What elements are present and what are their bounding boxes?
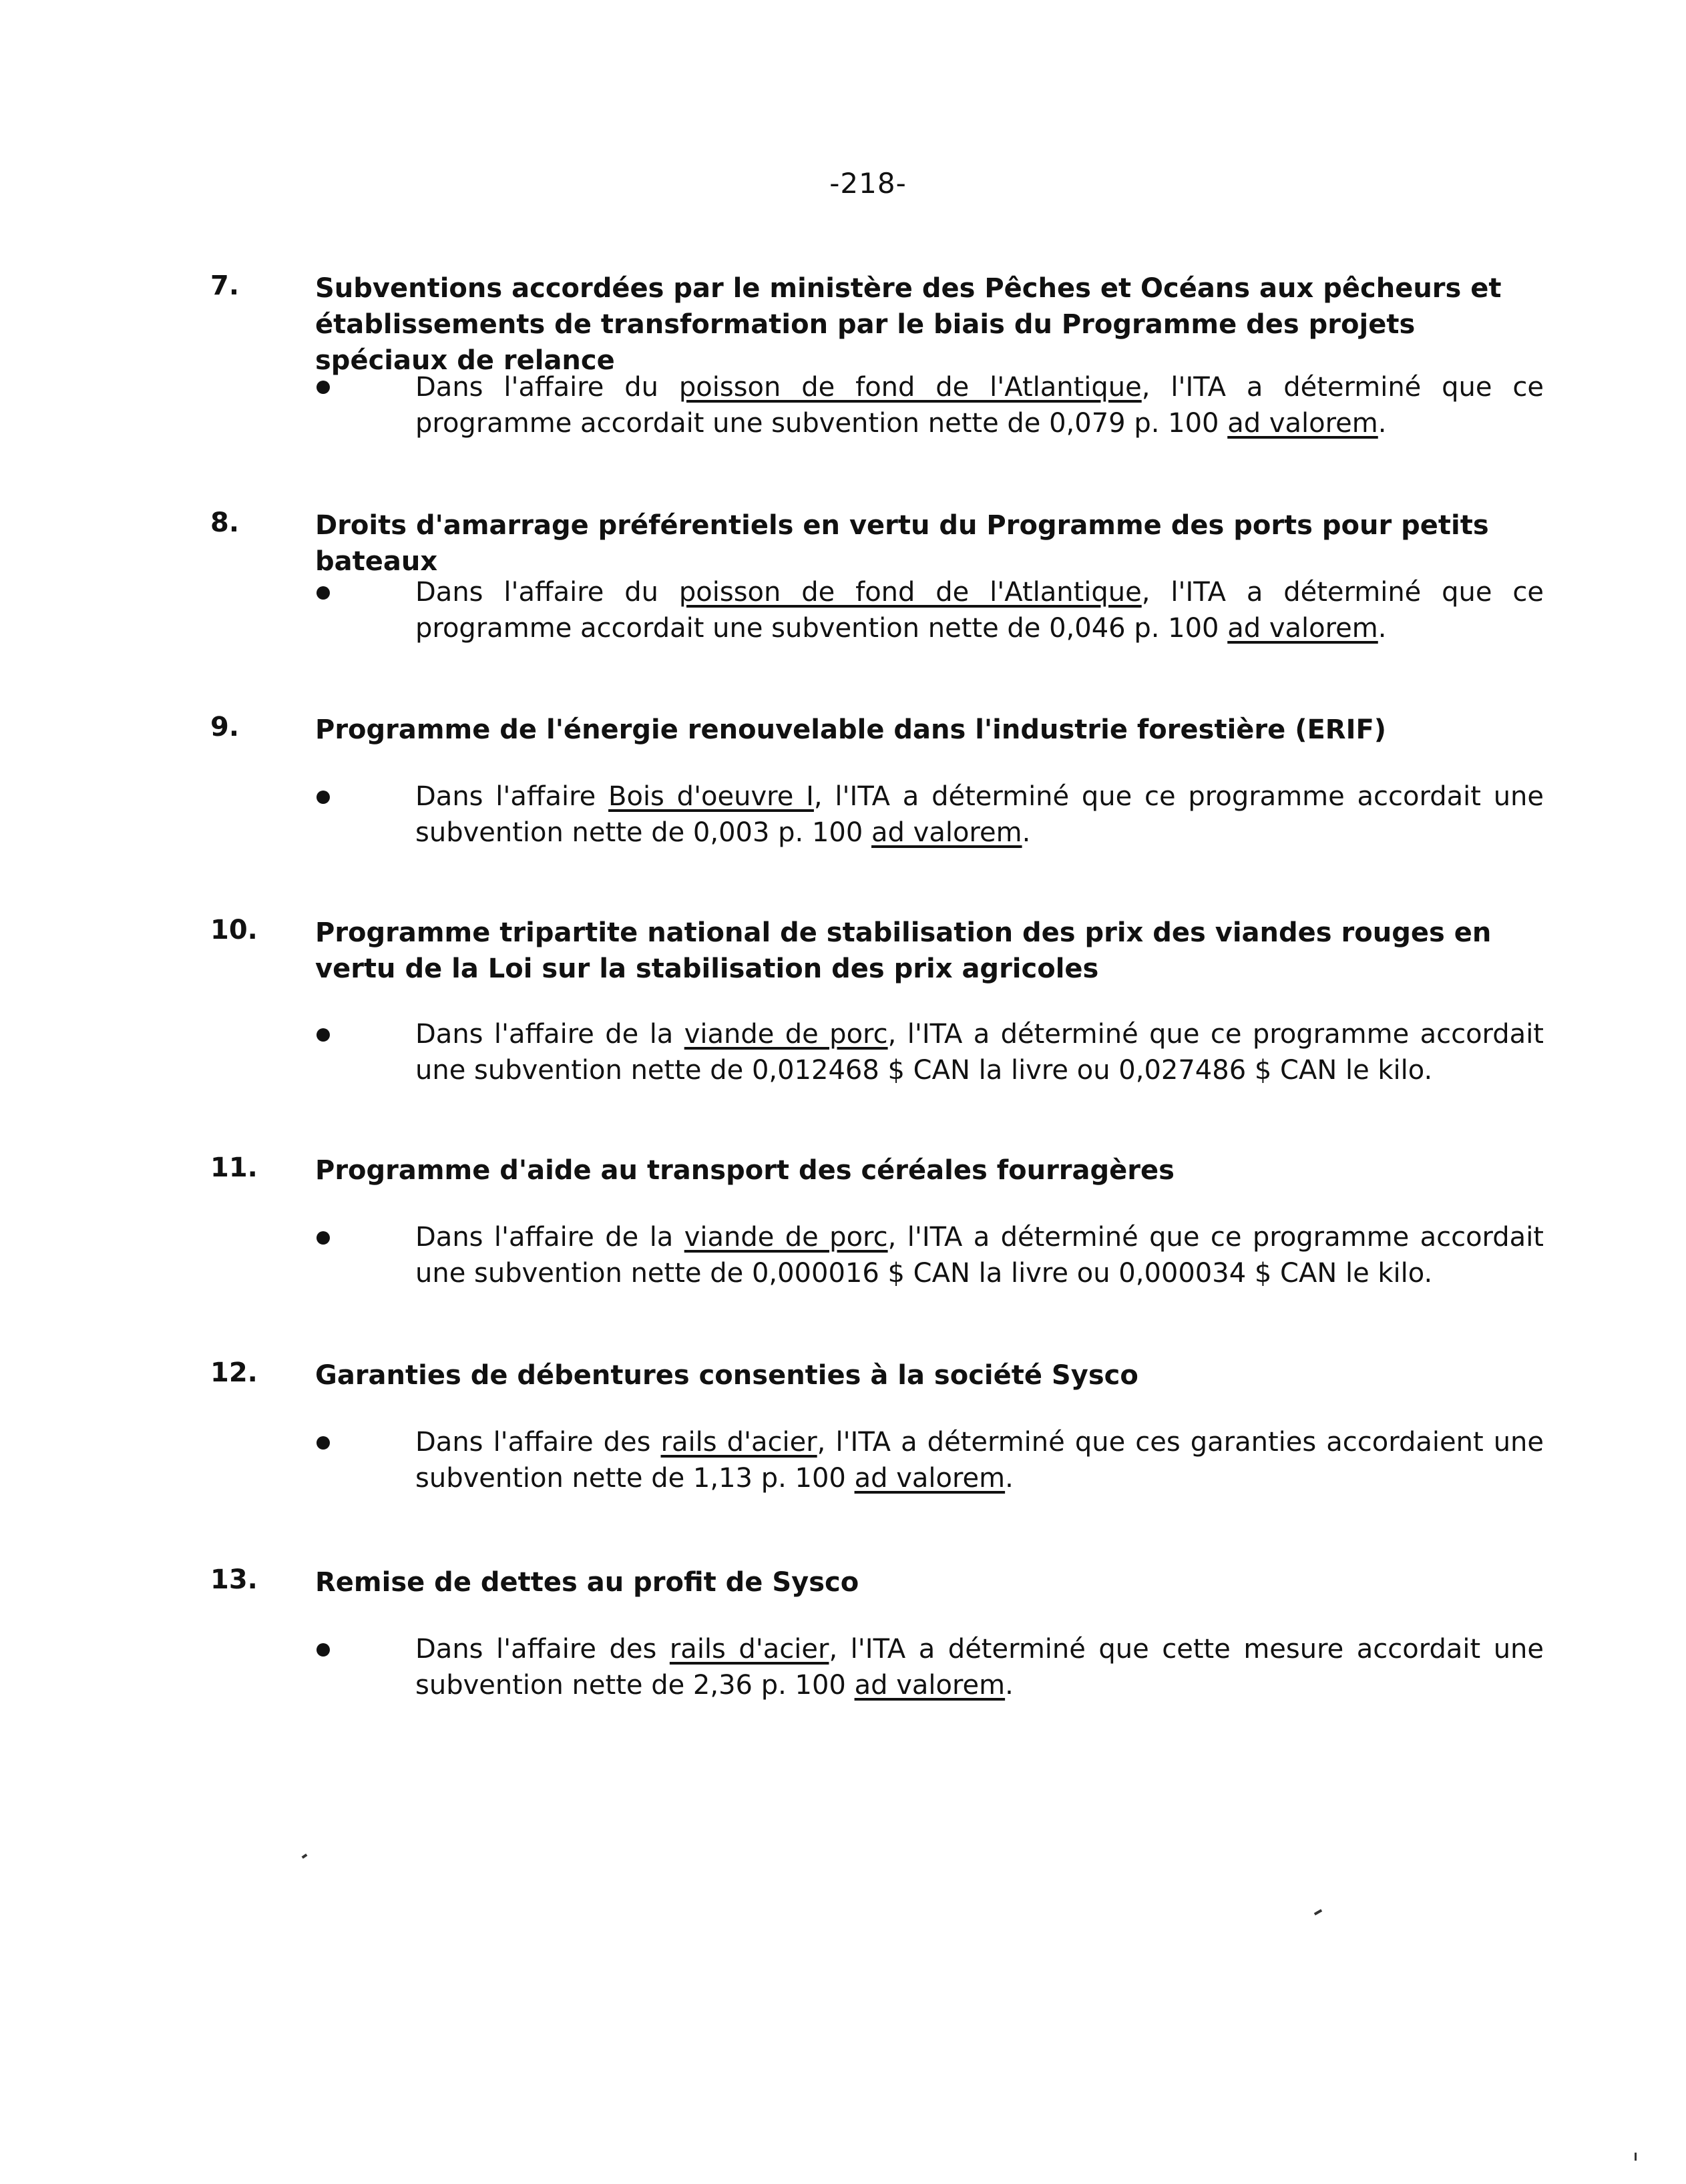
ad-valorem-term: ad valorem <box>854 1463 1006 1494</box>
case-name: viande de porc <box>684 1222 888 1253</box>
page-number: -218- <box>829 167 907 200</box>
bullet-text: Dans l'affaire Bois d'oeuvre I, l'ITA a déterminé que ce programme accordait une subvention nette de 0,003 p. 100 ad valorem. <box>415 781 1544 848</box>
bullet-text: Dans l'affaire de la viande de porc, l'ITA a déterminé que ce programme accordait une subvention nette de 0,000016 $ CAN la livre ou 0,000034 $ CAN le kilo. <box>415 1222 1544 1289</box>
section-number: 10. <box>210 915 258 945</box>
bullet-icon <box>317 791 330 804</box>
section-number: 13. <box>210 1564 258 1595</box>
case-name: viande de porc <box>684 1019 888 1050</box>
bullet-text: Dans l'affaire des rails d'acier, l'ITA a déterminé que cette mesure accordait une subvention nette de 2,36 p. 100 ad valorem. <box>415 1634 1544 1701</box>
bullet-icon <box>317 1028 330 1042</box>
case-name: rails d'acier <box>660 1427 817 1458</box>
section-number: 11. <box>210 1152 258 1183</box>
bullet-text: Dans l'affaire des rails d'acier, l'ITA a déterminé que ces garanties accordaient une subvention nette de 1,13 p. 100 ad valorem. <box>415 1427 1544 1494</box>
section-title: Garanties de débentures consenties à la société Sysco <box>315 1360 1138 1391</box>
section-title: Remise de dettes au profit de Sysco <box>315 1567 859 1598</box>
case-name: rails d'acier <box>669 1634 829 1665</box>
bullet-text: Dans l'affaire du poisson de fond de l'Atlantique, l'ITA a déterminé que ce programme accordait une subvention nette de 0,079 p. 100 ad valorem. <box>415 372 1544 439</box>
ad-valorem-term: ad valorem <box>871 817 1022 848</box>
section-number: 7. <box>210 270 240 301</box>
section-number: 9. <box>210 712 240 742</box>
section-number: 12. <box>210 1357 258 1388</box>
ad-valorem-term: ad valorem <box>1227 408 1378 439</box>
scan-speck <box>1314 1909 1322 1915</box>
bullet-icon <box>317 381 330 394</box>
section-title: Programme d'aide au transport des céréales fourragères <box>315 1155 1175 1186</box>
bullet-icon <box>317 1231 330 1245</box>
ad-valorem-term: ad valorem <box>1227 613 1378 644</box>
case-name: poisson de fond de l'Atlantique <box>678 372 1142 403</box>
section-title: Subventions accordées par le ministère des Pêches et Océans aux pêcheurs et établissements de transformation par le biais du Programme des projets spéciaux de relance <box>315 273 1502 376</box>
bullet-icon <box>317 586 330 600</box>
case-name: Bois d'oeuvre I <box>608 781 814 812</box>
bullet-text: Dans l'affaire du poisson de fond de l'Atlantique, l'ITA a déterminé que ce programme accordait une subvention nette de 0,046 p. 100 ad valorem. <box>415 577 1544 644</box>
section-title: Droits d'amarrage préférentiels en vertu du Programme des ports pour petits bateaux <box>315 510 1489 577</box>
section-title: Programme de l'énergie renouvelable dans l'industrie forestière (ERIF) <box>315 714 1387 745</box>
section-number: 8. <box>210 507 240 538</box>
scan-speck <box>1635 2153 1637 2161</box>
ad-valorem-term: ad valorem <box>854 1670 1006 1701</box>
section-title: Programme tripartite national de stabilisation des prix des viandes rouges en vertu de la Loi sur la stabilisation des prix agricoles <box>315 917 1492 984</box>
bullet-text: Dans l'affaire de la viande de porc, l'ITA a déterminé que ce programme accordait une subvention nette de 0,012468 $ CAN la livre ou 0,027486 $ CAN le kilo. <box>415 1019 1544 1086</box>
bullet-icon <box>317 1643 330 1657</box>
bullet-icon <box>317 1436 330 1450</box>
scan-speck <box>302 1853 308 1859</box>
case-name: poisson de fond de l'Atlantique <box>678 577 1142 608</box>
